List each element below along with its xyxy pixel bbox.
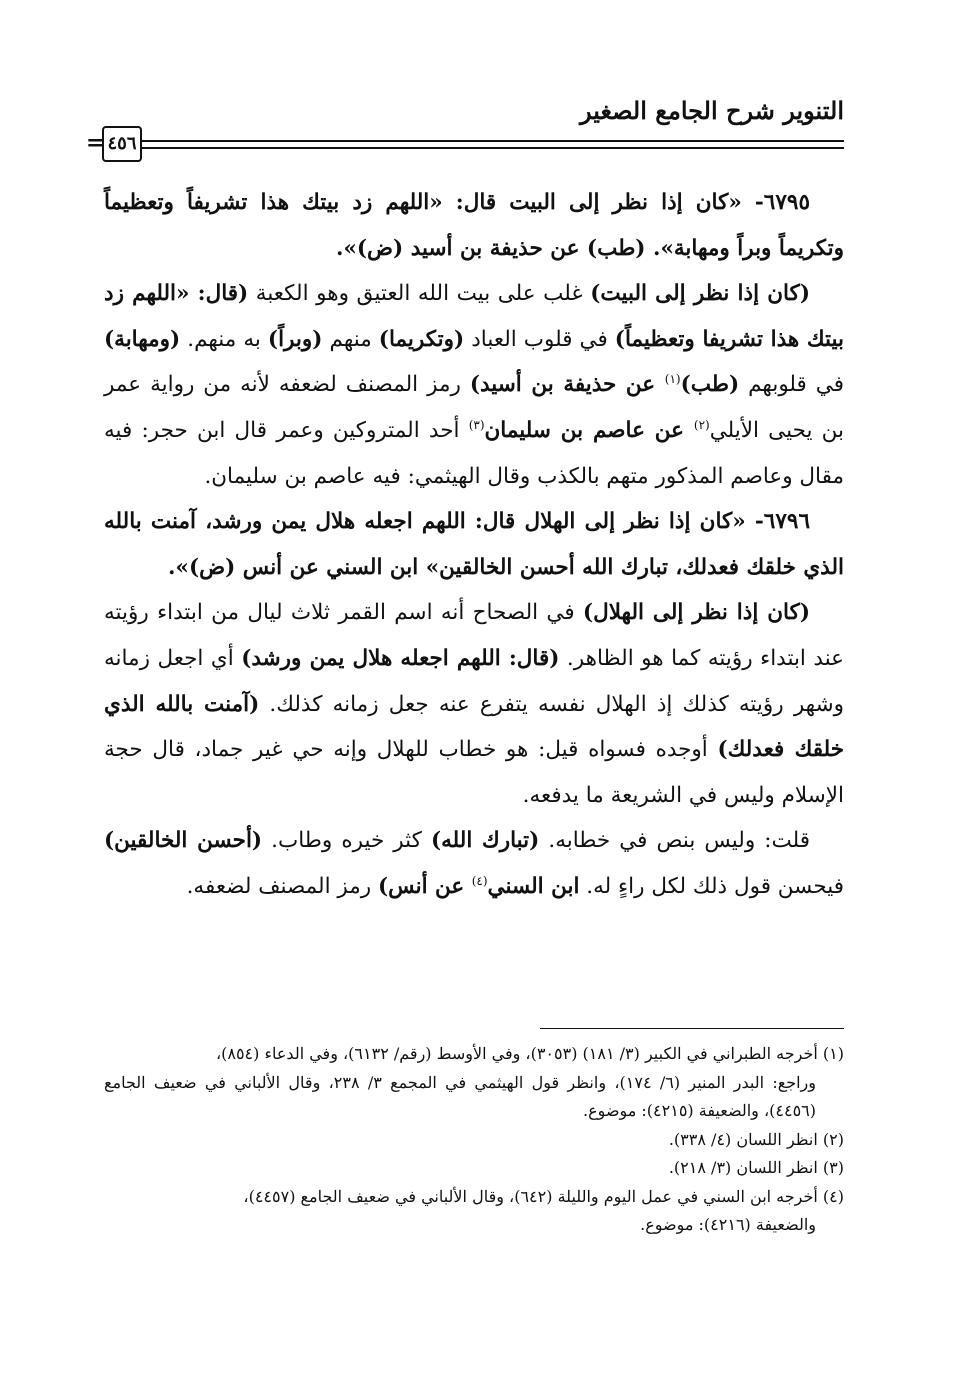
commentary-span: أي اجعل زمانه وشهر رؤيته كذلك إذ الهلال نفسه يتفرع عنه جعل زمانه كذلك. [104, 645, 844, 717]
footnote-text: انظر اللسان (٣/ ٢١٨). [668, 1158, 818, 1177]
commentary-span: منهم [322, 326, 379, 352]
footnotes [104, 1040, 844, 1240]
footnote-text-cont: والضعيفة (٤٢١٦): موضوع. [640, 1215, 816, 1234]
footnote-ref-3[interactable]: (٣) [468, 417, 485, 432]
commentary-span: في قلوب العباد [464, 326, 615, 352]
footnote-separator [540, 1028, 844, 1029]
commentary-span: (وبراً) [267, 326, 323, 352]
commentary-span: (قال: اللهم اجعله هلال يمن ورشد) [241, 645, 560, 671]
commentary-span: عن حذيفة بن أسيد) [469, 372, 665, 398]
commentary-span: قلت: وليس بنص في خطابه. [539, 828, 811, 854]
footnote-number: (٣) [822, 1158, 844, 1177]
footnote-4 [104, 1183, 844, 1240]
commentary-span: (تبارك الله) [430, 828, 540, 854]
commentary-span: أوجده فسواه قيل: هو خطاب للهلال وإنه حي غير جماد، قال حجة الإسلام وليس في الشريعة ما يدفعه. [104, 737, 844, 808]
commentary-span: (آمنت بالله الذي خلقك فعدلك) [104, 691, 844, 763]
footnote-2 [104, 1126, 844, 1155]
hadith-6795: ٦٧٩٥- «كان إذا نظر إلى البيت قال: «اللهم زد بيتك هذا تشريفاً وتعظيماً وتكريماً وبراً ومهابة». (طب) عن حذيفة بن أسيد (ض)». [104, 190, 844, 261]
commentary-span: عن أنس) [378, 873, 472, 899]
footnote-text-cont: وراجع: البدر المنير (٦/ ١٧٤)، وانظر قول الهيثمي في المجمع ٣/ ٢٣٨، وقال الألباني في ضعيف الجامع (٤٤٥٦)، والضعيفة (٤٢١٥): موضوع. [104, 1072, 817, 1120]
commentary-span: (ومهابة) [104, 326, 181, 352]
footnote-text: أخرجه الطبراني في الكبير (٣/ ١٨١) (٣٠٥٣)، وفي الأوسط (رقم/ ٦١٣٢)، وفي الدعاء (٨٥٤)، [215, 1044, 818, 1063]
commentary-span: غلب على بيت الله العتيق وهو الكعبة [248, 281, 591, 307]
commentary-span: (أحسن الخالقين) [104, 828, 263, 854]
footnote-3 [104, 1154, 844, 1183]
commentary-span: كثر خيره وطاب. [262, 828, 431, 854]
footnote-text: انظر اللسان (٤/ ٣٣٨). [668, 1129, 818, 1149]
commentary-span: ابن السني [487, 873, 580, 899]
footnote-ref-4[interactable]: (٤) [471, 873, 488, 888]
commentary-span: (قال: «اللهم زد بيتك هذا تشريفا وتعظيماً) [104, 281, 844, 352]
commentary-span: رمز المصنف لضعفه لأنه من رواية عمر بن يحيى الأيلي [104, 372, 845, 443]
commentary-span: عن عاصم بن سليمان [484, 417, 694, 443]
commentary-span: فيحسن قول ذلك لكل راءٍ له. [579, 873, 844, 899]
footnote-number: (٤) [822, 1186, 844, 1206]
commentary-span: (وتكريما) [378, 326, 465, 352]
footnote-text: أخرجه ابن السني في عمل اليوم والليلة (٦٤٢)، وقال الألباني في ضعيف الجامع (٤٤٥٧)، [243, 1186, 818, 1206]
book-title: التنوير شرح الجامع الصغير [580, 96, 844, 125]
commentary-span: (طب) [680, 372, 740, 398]
header-rule [138, 140, 844, 149]
commentary-span: في الصحاح أنه اسم القمر ثلاث ليال من ابتداء رؤيته عند ابتداء رؤيته كما هو الظاهر. [104, 600, 845, 671]
footnote-ref-2[interactable]: (٢) [693, 417, 710, 432]
footnote-number: (٢) [822, 1129, 844, 1149]
commentary-span: (كان إذا نظر إلى الهلال) [582, 600, 810, 626]
commentary-span: (كان إذا نظر إلى البيت) [590, 281, 810, 307]
commentary-span: به منهم. [180, 326, 268, 352]
main-text [104, 180, 844, 910]
commentary-span: أحد المتروكين وعمر قال ابن حجر: فيه مقال وعاصم المذكور متهم بالكذب وقال الهيثمي: فيه عاصم بن سليمان. [104, 417, 844, 489]
footnote-ref-1[interactable]: (١) [664, 372, 681, 387]
commentary-span: رمز المصنف لضعفه. [186, 873, 378, 899]
footnote-1 [104, 1040, 844, 1126]
hadith-6796: ٦٧٩٦- «كان إذا نظر إلى الهلال قال: اللهم اجعله هلال يمن ورشد، آمنت بالله الذي خلقك فعدلك، تبارك الله أحسن الخالقين» ابن السني عن أنس (ض)». [104, 509, 844, 580]
footnote-number: (١) [822, 1044, 844, 1063]
commentary-6795 [104, 271, 844, 499]
header-marker: = [86, 130, 105, 156]
commentary-span: في قلوبهم [739, 372, 844, 398]
page-number: ٤٥٦ [102, 126, 142, 162]
commentary-6796 [104, 590, 844, 818]
commentary-6796-cont [104, 818, 844, 909]
